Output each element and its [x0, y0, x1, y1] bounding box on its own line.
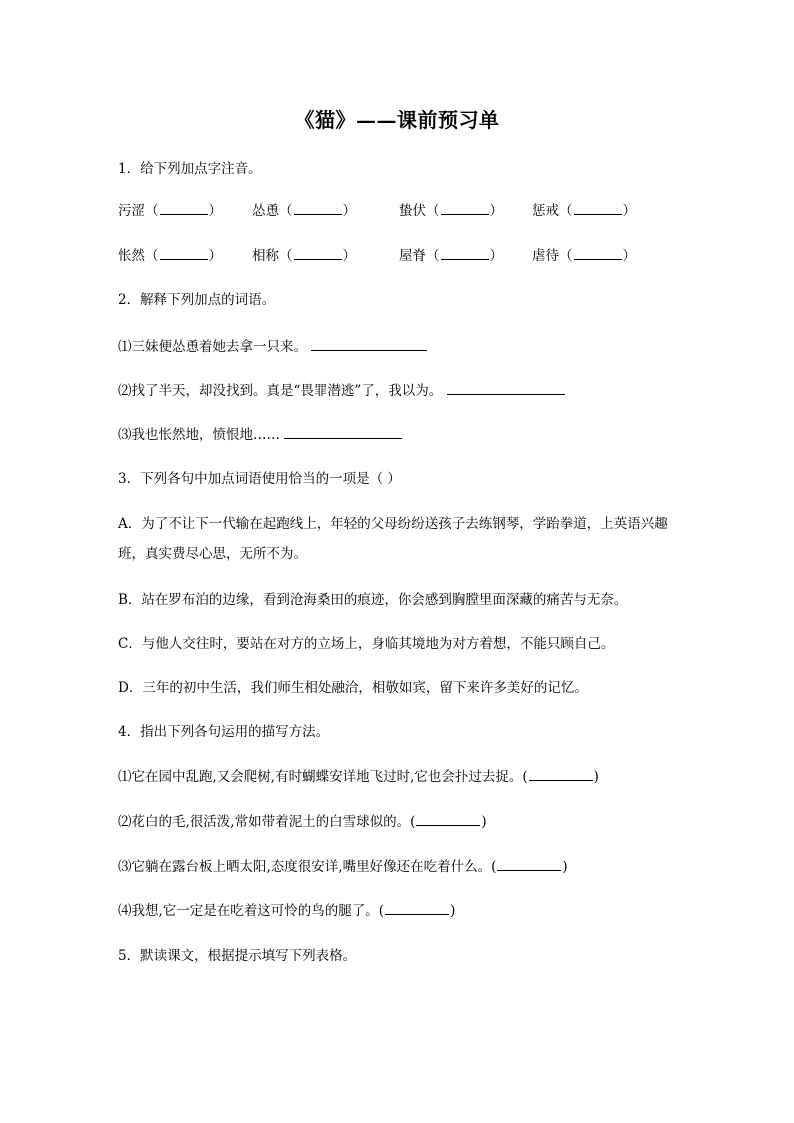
description-item: ⑶它躺在露台板上晒太阳,态度很安详,嘴里好像还在吃着什么。( )	[118, 859, 568, 875]
question-2-prompt: 2．解释下列加点的词语。	[118, 292, 276, 308]
question-1-prompt: 1．给下列加点字注音。	[118, 161, 262, 177]
pinyin-item: 怂恿（ ）	[252, 203, 356, 219]
answer-blank[interactable]	[441, 201, 489, 215]
pinyin-item: 相称（ ）	[252, 248, 356, 264]
answer-blank[interactable]	[497, 857, 561, 871]
answer-line[interactable]	[447, 380, 565, 395]
word-label: 屋脊	[399, 248, 426, 264]
answer-line[interactable]	[284, 424, 402, 439]
description-item: ⑷我想,它一定是在吃着这可怜的鸟的腿了。( )	[118, 903, 456, 919]
answer-blank[interactable]	[416, 812, 480, 826]
pinyin-item: 虐待（ ）	[532, 248, 636, 264]
item-text: ⑴它在园中乱跑,又会爬树,有时蝴蝶安详地飞过时,它也会扑过去捉。	[118, 769, 523, 785]
word-label: 相称	[252, 248, 279, 264]
answer-blank[interactable]	[441, 246, 489, 260]
definition-item	[118, 380, 565, 401]
answer-blank[interactable]	[294, 201, 342, 215]
word-label: 污涩	[118, 203, 145, 219]
question-4-prompt: 4．指出下列各句运用的描写方法。	[118, 724, 330, 740]
word-label: 惩戒	[532, 203, 559, 219]
word-label: 怂恿	[252, 203, 279, 219]
answer-blank[interactable]	[574, 246, 622, 260]
item-text: ⑴三妹便怂恿着她去拿一只来。	[118, 339, 307, 355]
word-label: 怅然	[118, 248, 145, 264]
answer-blank[interactable]	[160, 246, 208, 260]
pinyin-item: 怅然（ ）	[118, 248, 222, 264]
option-c: C．与他人交往时，要站在对方的立场上，身临其境地为对方着想，不能只顾自己。	[118, 636, 615, 652]
definition-item	[118, 336, 427, 357]
answer-blank[interactable]	[160, 201, 208, 215]
answer-blank[interactable]	[294, 246, 342, 260]
pinyin-item: 惩戒（ ）	[532, 203, 636, 219]
question-5-prompt: 5．默读课文，根据提示填写下列表格。	[118, 948, 357, 964]
option-a: A．为了不让下一代输在起跑线上，年轻的父母纷纷送孩子去练钢琴，学跆拳道，上英语兴趣班，真实费尽心思，无所不为。	[118, 516, 668, 562]
word-label: 蛰伏	[399, 203, 426, 219]
answer-blank[interactable]	[385, 901, 449, 915]
item-text: ⑵找了半天，却没找到。真是“畏罪潜逃”了，我以为。	[118, 383, 443, 399]
option-b: B．站在罗布泊的边缘，看到沧海桑田的痕迹，你会感到胸膛里面深藏的痛苦与无奈。	[118, 592, 628, 608]
answer-line[interactable]	[311, 336, 427, 351]
page-title: 《猫》——课前预习单	[294, 108, 500, 132]
pinyin-item: 屋脊（ ）	[399, 248, 503, 264]
description-item: ⑵花白的毛,很活泼,常如带着泥土的白雪球似的。( )	[118, 814, 487, 830]
pinyin-item: 污涩（ ）	[118, 203, 222, 219]
answer-blank[interactable]	[574, 201, 622, 215]
question-3-prompt: 3．下列各句中加点词语使用恰当的一项是（ ）	[118, 471, 401, 487]
item-text: ⑶我也怅然地，愤恨地……	[118, 427, 280, 443]
item-text: ⑵花白的毛,很活泼,常如带着泥土的白雪球似的。	[118, 814, 411, 830]
answer-blank[interactable]	[529, 767, 593, 781]
description-item: ⑴它在园中乱跑,又会爬树,有时蝴蝶安详地飞过时,它也会扑过去捉。( )	[118, 769, 599, 785]
item-text: ⑷我想,它一定是在吃着这可怜的鸟的腿了。	[118, 903, 379, 919]
pinyin-item: 蛰伏（ ）	[399, 203, 503, 219]
word-label: 虐待	[532, 248, 559, 264]
item-text: ⑶它躺在露台板上晒太阳,态度很安详,嘴里好像还在吃着什么。	[118, 859, 492, 875]
option-d: D．三年的初中生活，我们师生相处融洽，相敬如宾，留下来许多美好的记忆。	[118, 680, 588, 696]
definition-item	[118, 424, 402, 445]
